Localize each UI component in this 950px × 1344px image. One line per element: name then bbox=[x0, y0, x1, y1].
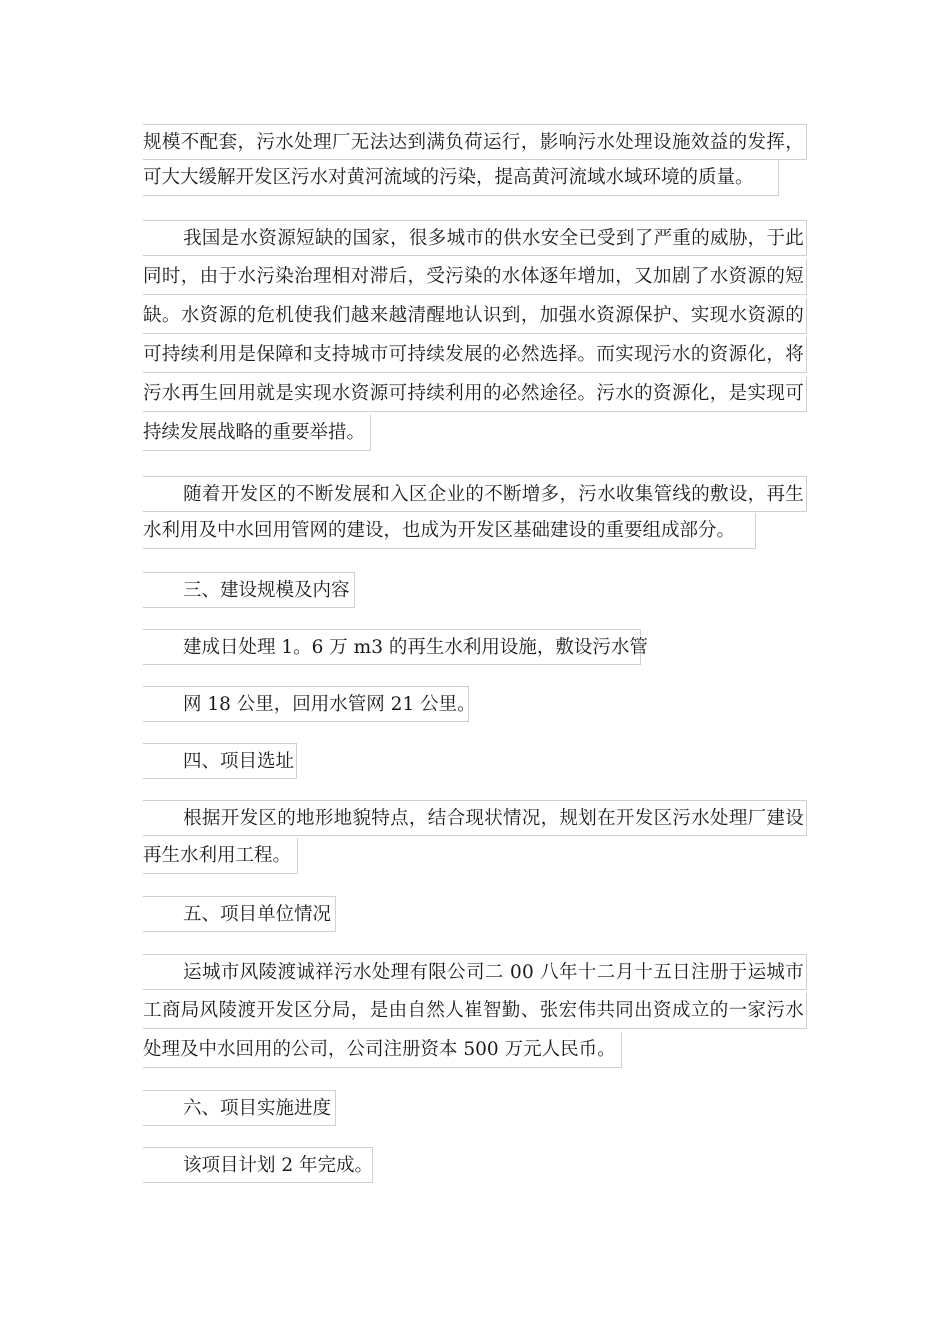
paragraph-line-text: 我国是水资源短缺的国家，很多城市的供水安全已受到了严重的威胁，于此 bbox=[183, 228, 804, 249]
paragraph-line-text: 运城市风陵渡诚祥污水处理有限公司二 00 八年十二月十五日注册于运城市 bbox=[183, 962, 804, 983]
paragraph-line: 同时，由于水污染治理相对滞后，受污染的水体逐年增加，又加剧了水资源的短 bbox=[143, 259, 807, 295]
paragraph-line: 规模不配套，污水处理厂无法达到满负荷运行，影响污水处理设施效益的发挥， bbox=[143, 124, 807, 160]
section-heading bbox=[143, 1090, 336, 1126]
paragraph-line: 可大大缓解开发区污水对黄河流域的污染，提高黄河流域水域环境的质量。 bbox=[143, 160, 779, 196]
paragraph-line: 水利用及中水回用管网的建设，也成为开发区基础建设的重要组成部分。 bbox=[143, 513, 756, 549]
paragraph-line: 工商局风陵渡开发区分局，是由自然人崔智勤、张宏伟共同出资成立的一家污水 bbox=[143, 993, 807, 1029]
section-heading bbox=[143, 896, 336, 932]
paragraph-line bbox=[143, 954, 807, 990]
paragraph-line: 缺。水资源的危机使我们越来越清醒地认识到，加强水资源保护、实现水资源的 bbox=[143, 298, 807, 334]
paragraph-line bbox=[143, 800, 807, 836]
paragraph-line: 持续发展战略的重要举措。 bbox=[143, 415, 371, 451]
paragraph-line: 处理及中水回用的公司，公司注册资本 500 万元人民币。 bbox=[143, 1032, 622, 1068]
paragraph-line-text: 网 18 公里，回用水管网 21 公里。 bbox=[183, 694, 476, 715]
section-heading bbox=[143, 743, 297, 779]
paragraph-line-text: 该项目计划 2 年完成。 bbox=[183, 1155, 374, 1176]
paragraph-line-text: 随着开发区的不断发展和入区企业的不断增多，污水收集管线的敷设，再生 bbox=[183, 484, 804, 505]
paragraph-line bbox=[143, 686, 476, 722]
paragraph-line: 污水再生回用就是实现水资源可持续利用的必然途径。污水的资源化，是实现可 bbox=[143, 376, 807, 412]
paragraph-line bbox=[143, 220, 807, 256]
section-heading-text: 六、项目实施进度 bbox=[183, 1098, 332, 1119]
paragraph-line: 可持续利用是保障和支持城市可持续发展的必然选择。而实现污水的资源化，将 bbox=[143, 337, 807, 373]
paragraph-line bbox=[143, 476, 807, 512]
paragraph-line bbox=[143, 1147, 373, 1183]
section-heading-text: 四、项目选址 bbox=[183, 751, 295, 772]
paragraph-line-text: 建成日处理 1。6 万 m3 的再生水利用设施，敷设污水管 bbox=[183, 637, 648, 658]
paragraph-line-text: 根据开发区的地形地貌特点，结合现状情况，规划在开发区污水处理厂建设 bbox=[183, 808, 804, 829]
section-heading-text: 三、建设规模及内容 bbox=[183, 580, 350, 601]
paragraph-line: 再生水利用工程。 bbox=[143, 838, 298, 874]
section-heading bbox=[143, 572, 355, 608]
paragraph-line bbox=[143, 629, 648, 665]
section-heading-text: 五、项目单位情况 bbox=[183, 904, 332, 925]
